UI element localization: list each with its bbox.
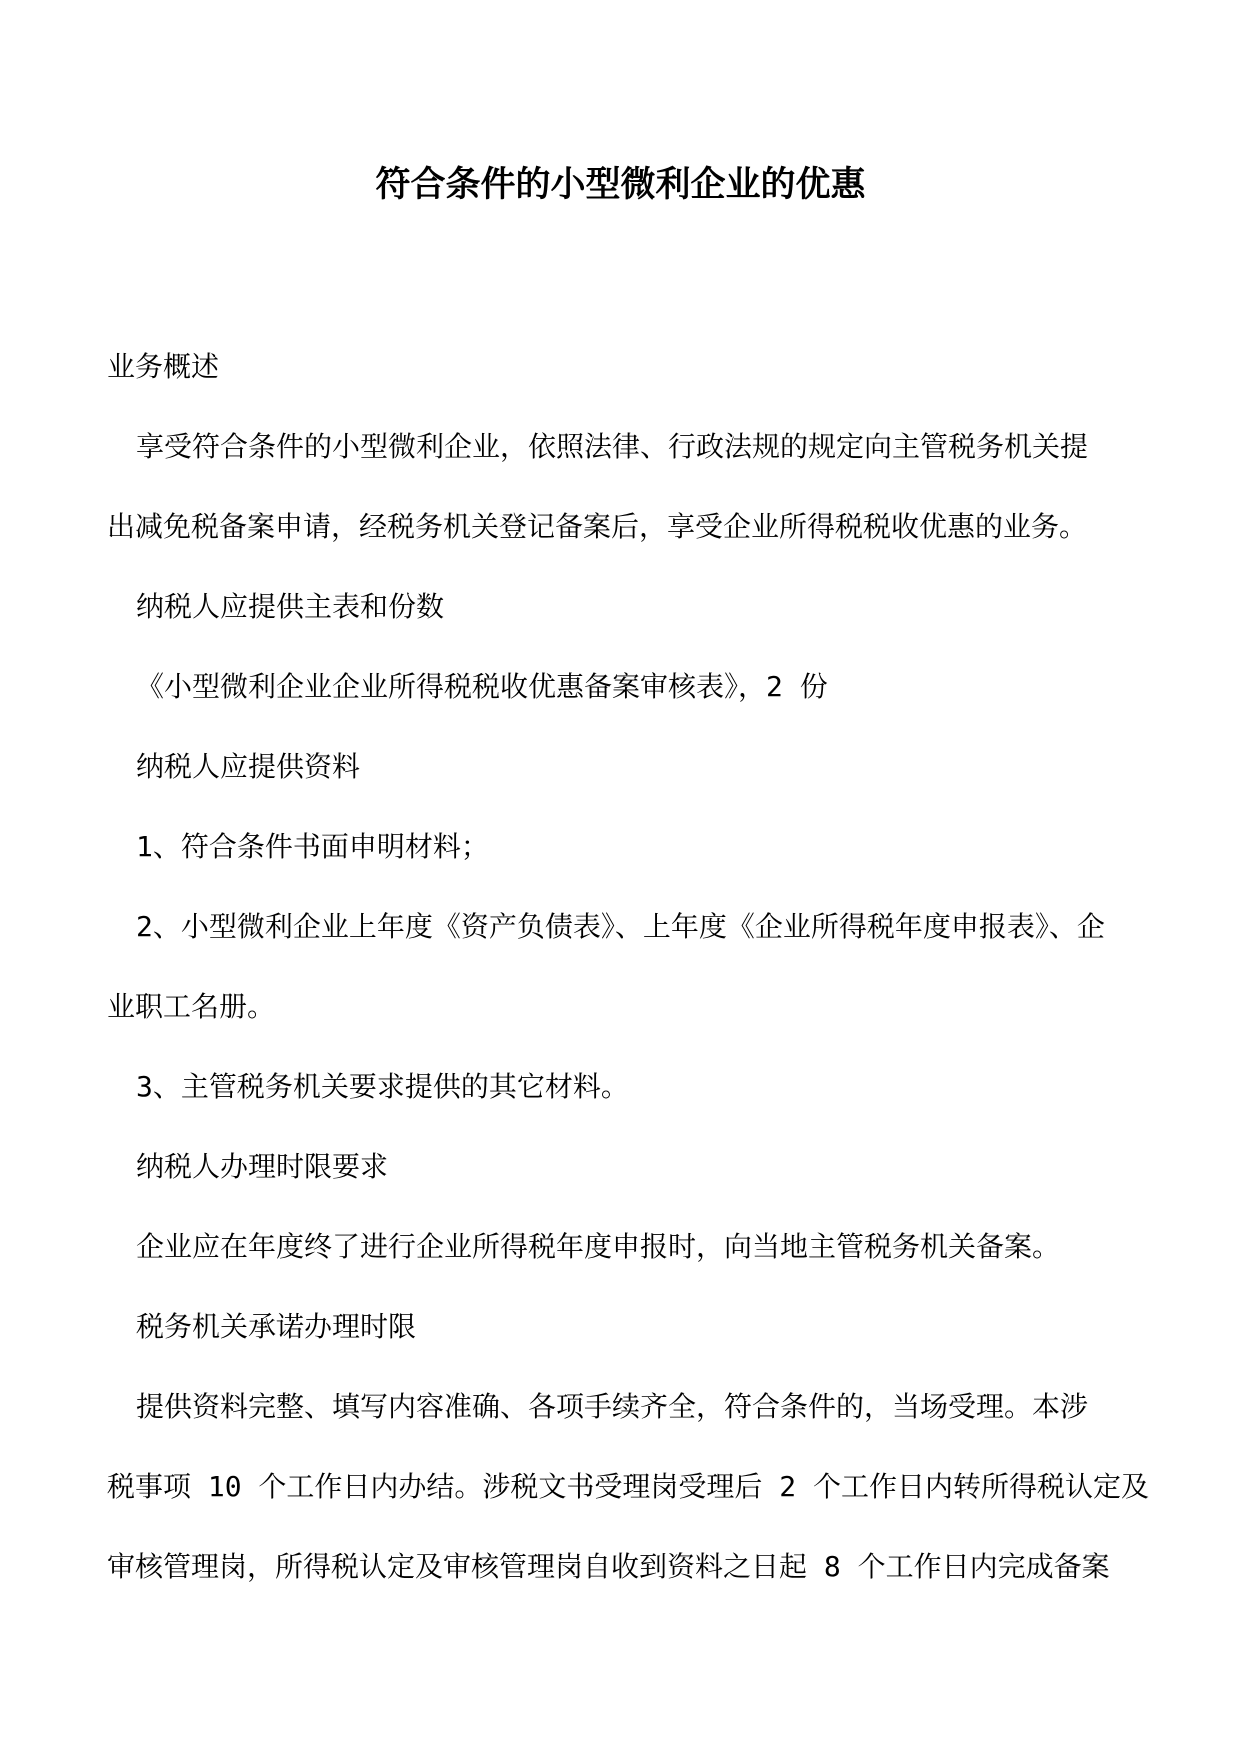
paragraph-line: 企业应在年度终了进行企业所得税年度申报时，向当地主管税务机关备案。 <box>136 1230 1061 1263</box>
list-item: 1、符合条件书面申明材料； <box>136 830 489 863</box>
paragraph-line: 提供资料完整、填写内容准确、各项手续齐全，符合条件的，当场受理。本涉 <box>136 1390 1089 1423</box>
section-heading-authority-deadline: 税务机关承诺办理时限 <box>136 1310 417 1343</box>
paragraph-line: 出减免税备案申请，经税务机关登记备案后，享受企业所得税税收优惠的业务。 <box>107 510 1088 543</box>
list-item: 3、主管税务机关要求提供的其它材料。 <box>136 1070 629 1103</box>
section-heading-taxpayer-deadline: 纳税人办理时限要求 <box>136 1150 389 1183</box>
section-heading-materials: 纳税人应提供资料 <box>136 750 361 783</box>
section-heading-overview: 业务概述 <box>107 350 220 383</box>
list-item: 2、小型微利企业上年度《资产负债表》、上年度《企业所得税年度申报表》、企 <box>136 910 1105 943</box>
paragraph-line: 税事项 10 个工作日内办结。涉税文书受理岗受理后 2 个工作日内转所得税认定及 <box>107 1470 1150 1503</box>
paragraph-line: 《小型微利企业企业所得税税收优惠备案审核表》，2 份 <box>136 670 828 703</box>
section-heading-forms: 纳税人应提供主表和份数 <box>136 590 445 623</box>
paragraph-line: 享受符合条件的小型微利企业，依照法律、行政法规的规定向主管税务机关提 <box>136 430 1089 463</box>
paragraph-line: 审核管理岗，所得税认定及审核管理岗自收到资料之日起 8 个工作日内完成备案 <box>107 1550 1110 1583</box>
document-title: 符合条件的小型微利企业的优惠 <box>375 164 866 205</box>
list-item-continuation: 业职工名册。 <box>107 990 276 1023</box>
